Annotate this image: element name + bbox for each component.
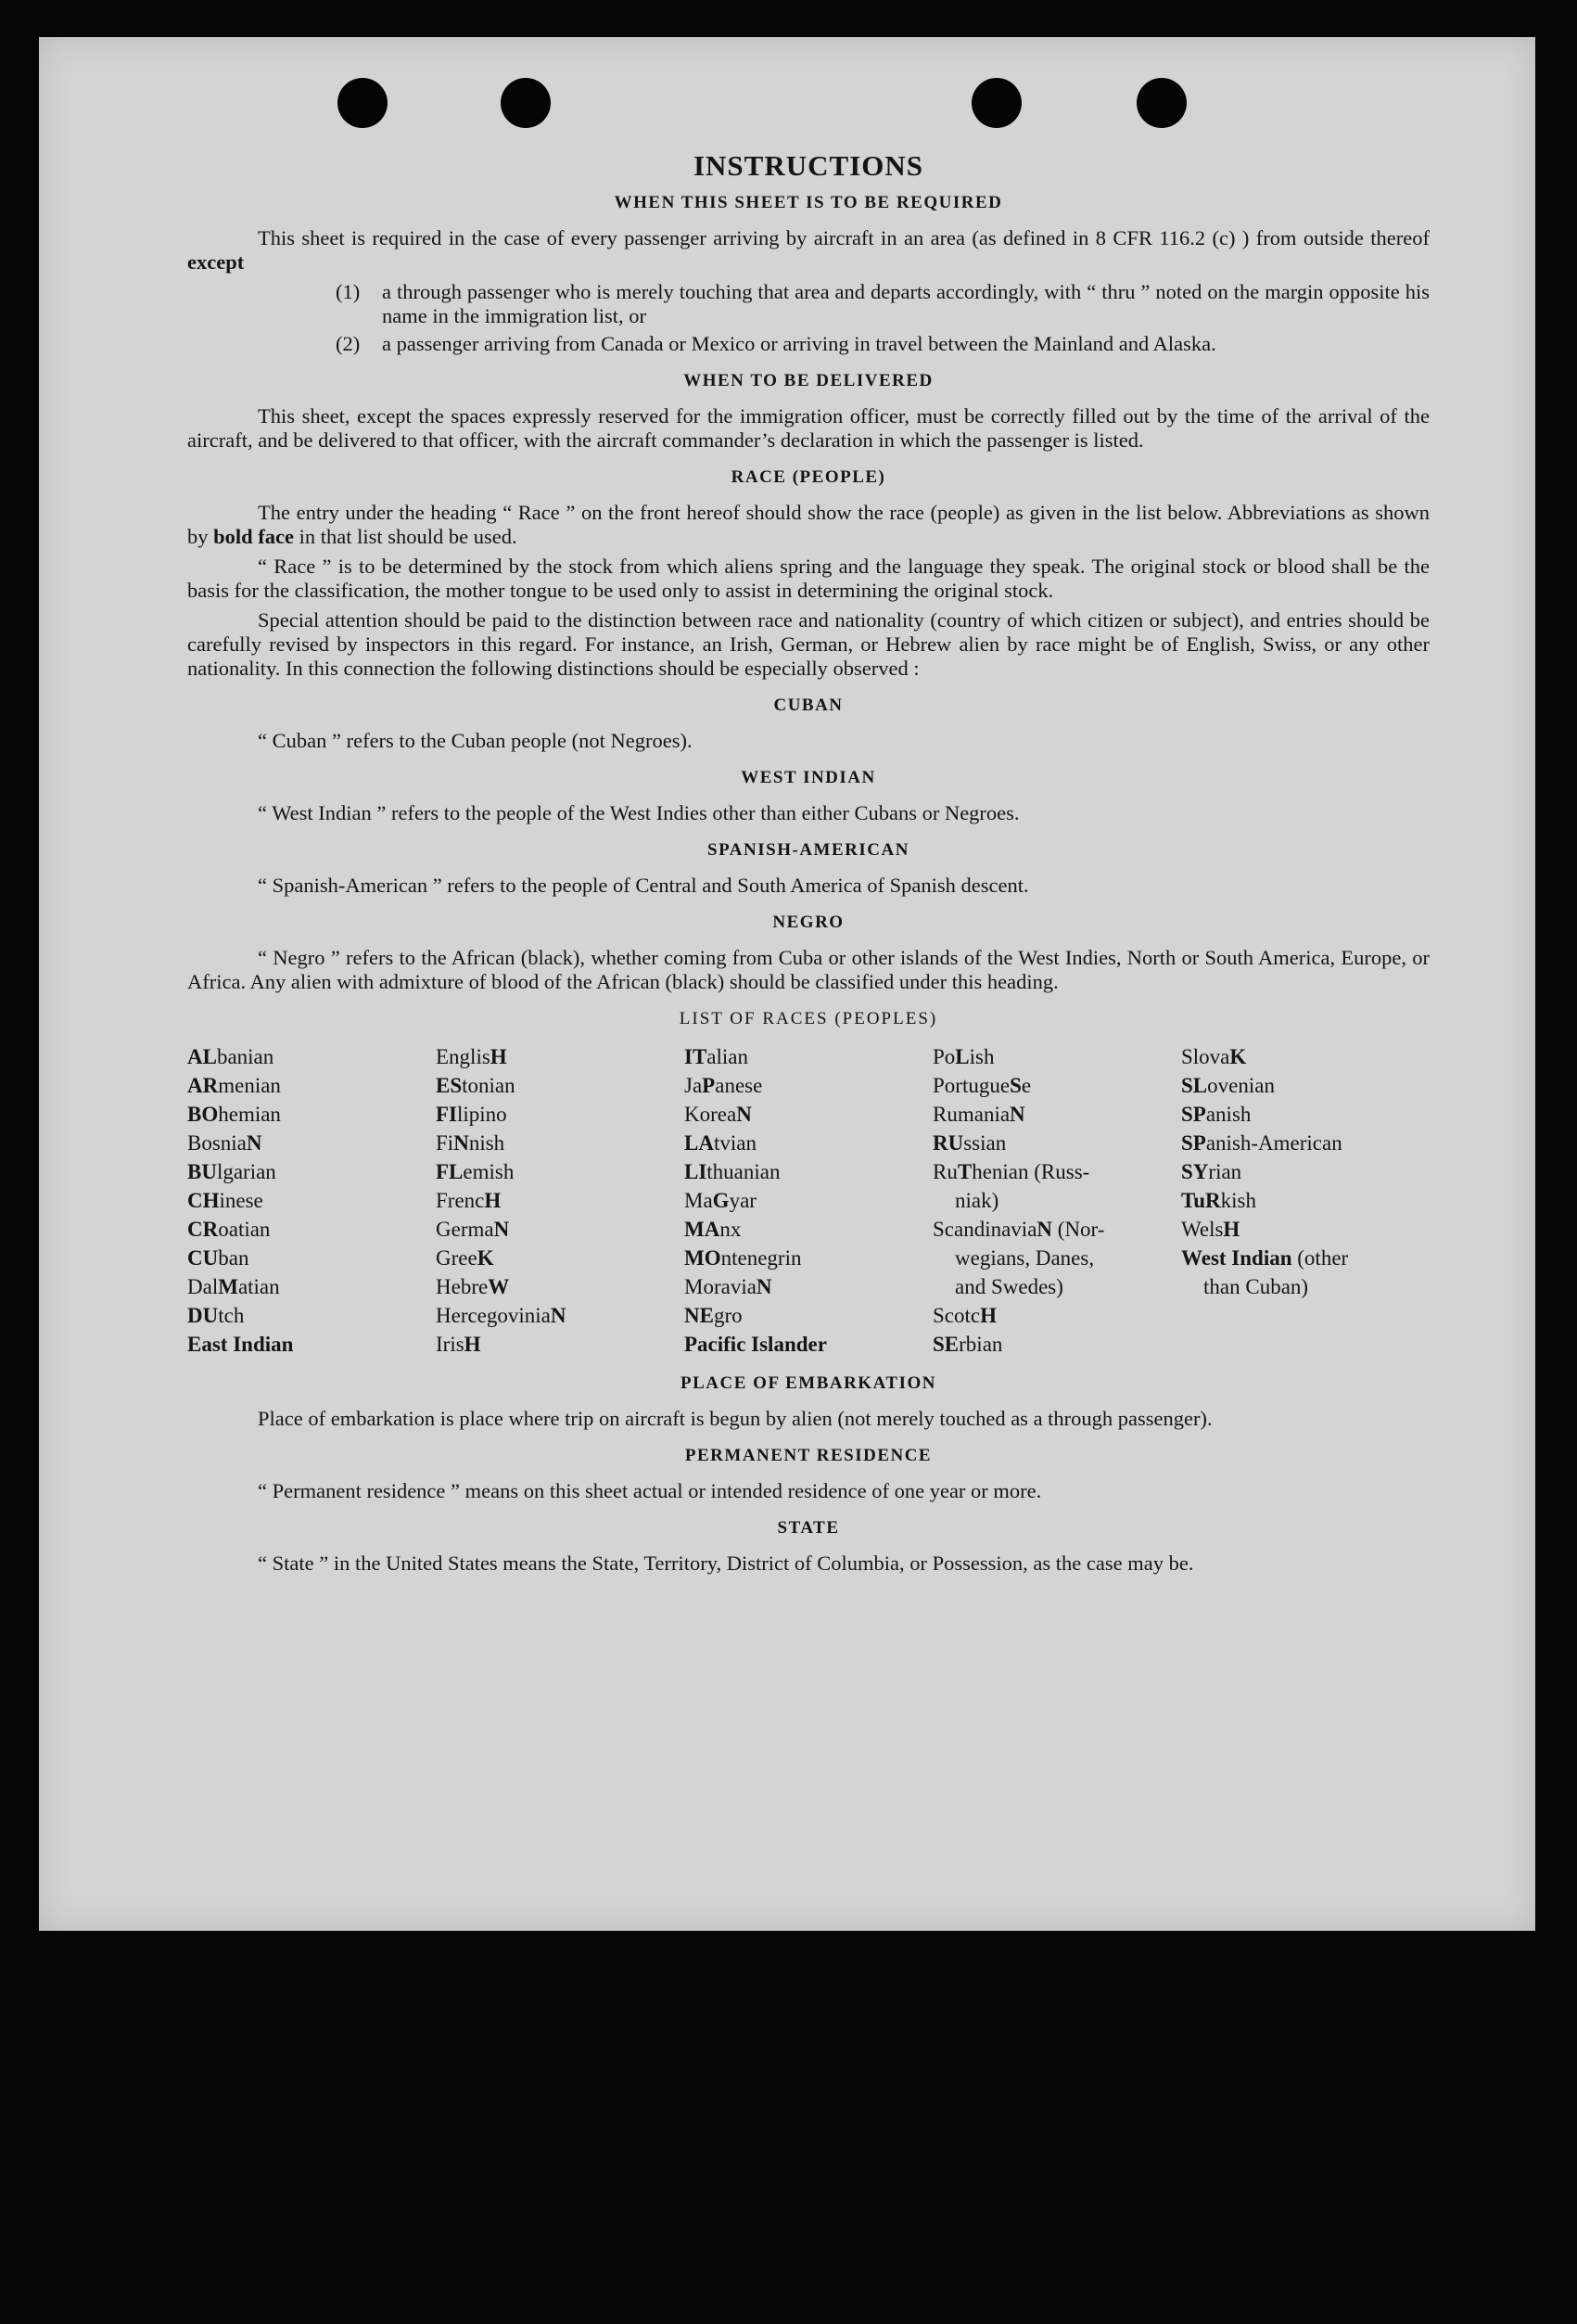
race-column — [436, 1042, 684, 1359]
race-entry: ALbanian — [187, 1045, 274, 1068]
document-content — [187, 149, 1430, 1581]
race-entry: EStonian — [436, 1074, 515, 1097]
race-entry: Pacific Islander — [684, 1333, 827, 1356]
race-entry: GermaN — [436, 1218, 510, 1241]
section-heading: SPANISH-AMERICAN — [707, 840, 909, 860]
race-entry: BosniaN — [187, 1131, 262, 1155]
page-title: INSTRUCTIONS — [693, 149, 923, 182]
race-entry: ITalian — [684, 1045, 748, 1068]
race-entry: FiNnish — [436, 1131, 505, 1155]
punch-hole — [972, 78, 1022, 128]
race-entry: KoreaN — [684, 1103, 752, 1126]
race-entry: WelsH — [1181, 1218, 1240, 1241]
section-heading: PERMANENT RESIDENCE — [684, 1446, 933, 1465]
list-item: (1) a through passenger who is merely touching that area and departs accordingly, with “ thru ” noted on the margin opposite his name in the immigration list, or — [336, 280, 1430, 327]
race-entry: EnglisH — [436, 1045, 507, 1068]
race-entry: FrencH — [436, 1189, 502, 1212]
race-entry: SPanish — [1181, 1103, 1252, 1126]
paragraph: “ Negro ” refers to the African (black), whether coming from Cuba or other islands of the West Indies, North or South America, Europe, or Africa. Any alien with admixture of blood of the African (black) should be classified under this heading. — [187, 946, 1430, 993]
section-heading: WHEN THIS SHEET IS TO BE REQUIRED — [614, 193, 1003, 212]
race-entry: and Swedes) — [955, 1275, 1063, 1298]
punch-hole — [337, 78, 388, 128]
document-sheet — [39, 37, 1535, 1931]
race-column — [684, 1042, 933, 1359]
section-heading: PLACE OF EMBARKATION — [680, 1373, 936, 1393]
paragraph: This sheet, except the spaces expressly reserved for the immigration officer, must be correctly filled out by the time of the arrival of the aircraft, and be delivered to that officer, with the aircraft commander’s declaration in which the passenger is listed. — [187, 404, 1430, 452]
race-entry: wegians, Danes, — [955, 1246, 1095, 1270]
race-entry: CUban — [187, 1246, 249, 1270]
race-entry: CRoatian — [187, 1218, 271, 1241]
race-entry: BUlgarian — [187, 1160, 276, 1183]
race-entry: West Indian (other — [1181, 1246, 1349, 1270]
section-heading: WEST INDIAN — [741, 768, 876, 787]
race-entry: PoLish — [933, 1045, 995, 1068]
race-entry: HercegoviniaN — [436, 1304, 566, 1327]
race-entry: MAnx — [684, 1218, 742, 1241]
race-entry: SYrian — [1181, 1160, 1242, 1183]
punch-hole — [501, 78, 551, 128]
race-entry: ScotcH — [933, 1304, 997, 1327]
race-entry: RumaniaN — [933, 1103, 1025, 1126]
paragraph: “ Spanish-American ” refers to the people of Central and South America of Spanish descent. — [258, 874, 1029, 897]
race-entry: BOhemian — [187, 1103, 281, 1126]
race-entry: LIthuanian — [684, 1160, 781, 1183]
section-heading: NEGRO — [772, 913, 845, 932]
section-heading: STATE — [777, 1518, 840, 1538]
race-entry: PortugueSe — [933, 1074, 1032, 1097]
race-entry: East Indian — [187, 1333, 294, 1356]
paragraph: “ Cuban ” refers to the Cuban people (not Negroes). — [258, 729, 693, 752]
paragraph: “ Race ” is to be determined by the stock from which aliens spring and the language they speak. The original stock or blood shall be the basis for the classification, the mother tongue to be used only to assist in determining the original stock. — [187, 555, 1430, 602]
race-entry: SPanish-American — [1181, 1131, 1342, 1155]
race-entry: ScandinaviaN (Nor- — [933, 1218, 1105, 1241]
paragraph: “ State ” in the United States means the State, Territory, District of Columbia, or Possession, as the case may be. — [258, 1551, 1194, 1575]
section-heading: WHEN TO BE DELIVERED — [683, 371, 934, 390]
race-column — [933, 1042, 1181, 1359]
race-entry: IrisH — [436, 1333, 481, 1356]
race-entry: DUtch — [187, 1304, 245, 1327]
race-entry: JaPanese — [684, 1074, 763, 1097]
paragraph: “ West Indian ” refers to the people of the West Indies other than either Cubans or Negroes. — [258, 801, 1020, 824]
race-entry: MOntenegrin — [684, 1246, 802, 1270]
paragraph: This sheet is required in the case of every passenger arriving by aircraft in an area (as defined in 8 CFR 116.2 (c) ) from outside thereof except — [187, 226, 1430, 274]
paragraph: The entry under the heading “ Race ” on the front hereof should show the race (people) as given in the list below. Abbreviations as shown by bold face in that list should be used. — [187, 501, 1430, 548]
race-entry: DalMatian — [187, 1275, 280, 1298]
list-item: (2) a passenger arriving from Canada or Mexico or arriving in travel between the Mainland and Alaska. — [336, 332, 1216, 355]
punch-hole — [1137, 78, 1187, 128]
race-entry: NEgro — [684, 1304, 743, 1327]
race-entry: SErbian — [933, 1333, 1003, 1356]
race-entry: FLemish — [436, 1160, 515, 1183]
race-entry: than Cuban) — [1203, 1275, 1309, 1298]
race-entry: MaGyar — [684, 1189, 757, 1212]
paragraph: Special attention should be paid to the distinction between race and nationality (country of which citizen or subject), and entries should be carefully revised by inspectors in this regard. For instance, an Irish, German, or Hebrew alien by race might be of English, Swiss, or any other nationality. In this connection the following distinctions should be especially observed : — [187, 608, 1430, 680]
paragraph: “ Permanent residence ” means on this sheet actual or intended residence of one year or more. — [258, 1479, 1042, 1502]
race-list — [187, 1042, 1430, 1359]
race-entry: RUssian — [933, 1131, 1007, 1155]
race-entry: CHinese — [187, 1189, 263, 1212]
race-entry: HebreW — [436, 1275, 510, 1298]
section-heading: CUBAN — [773, 696, 844, 715]
section-heading: RACE (PEOPLE) — [731, 467, 886, 487]
race-entry: GreeK — [436, 1246, 494, 1270]
race-entry: TuRkish — [1181, 1189, 1256, 1212]
race-column — [1181, 1042, 1430, 1359]
race-column — [187, 1042, 436, 1359]
race-entry: MoraviaN — [684, 1275, 772, 1298]
race-entry: RuThenian (Russ- — [933, 1160, 1090, 1183]
race-entry: niak) — [955, 1189, 999, 1212]
race-entry: LAtvian — [684, 1131, 757, 1155]
race-entry: SLovenian — [1181, 1074, 1275, 1097]
section-heading: LIST OF RACES (PEOPLES) — [679, 1009, 938, 1028]
race-entry: FIlipino — [436, 1103, 507, 1126]
paragraph: Place of embarkation is place where trip on aircraft is begun by alien (not merely touched as a through passenger). — [258, 1407, 1213, 1430]
race-entry: ARmenian — [187, 1074, 281, 1097]
race-entry: SlovaK — [1181, 1045, 1247, 1068]
